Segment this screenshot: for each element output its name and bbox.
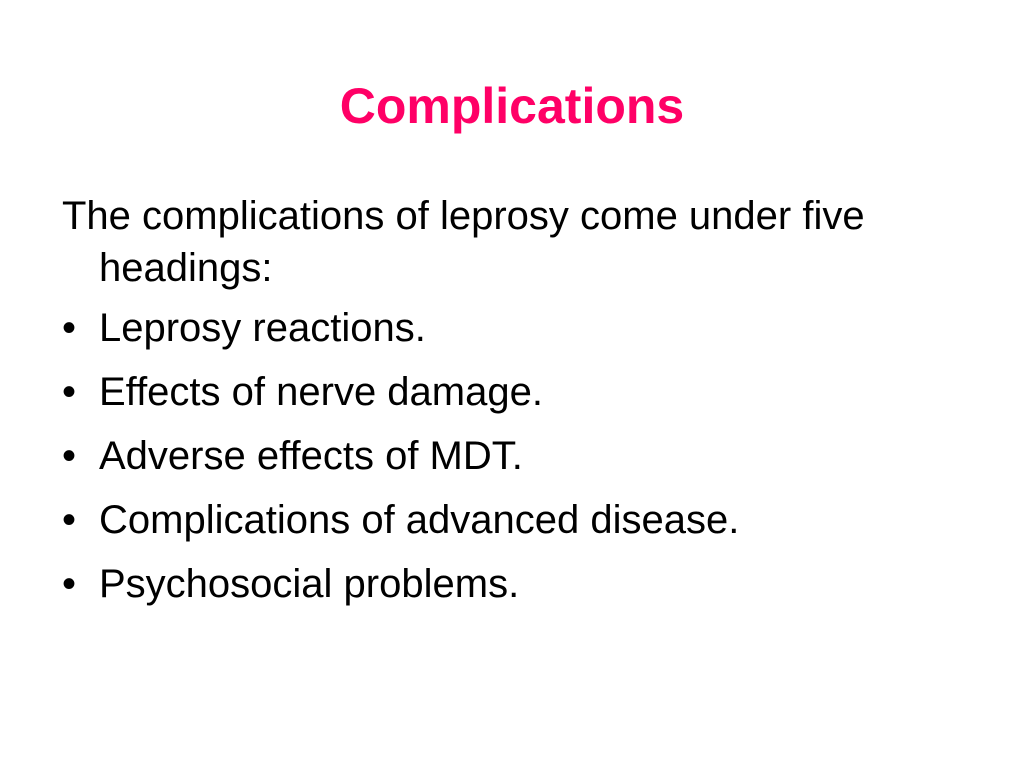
slide-title: Complications bbox=[339, 78, 685, 134]
bullet-text: Leprosy reactions. bbox=[99, 306, 426, 350]
bullet-item-leprosy-reactions bbox=[62, 302, 962, 354]
bullet-text: Complications of advanced disease. bbox=[99, 498, 740, 542]
bullet-item-advanced-disease bbox=[62, 494, 962, 546]
intro-text: The complications of leprosy come under five headings: bbox=[62, 194, 865, 290]
slide-body bbox=[62, 190, 962, 622]
bullet-icon: • bbox=[62, 370, 77, 414]
bullet-item-adverse-effects-mdt bbox=[62, 430, 962, 482]
bullet-item-nerve-damage bbox=[62, 366, 962, 418]
bullet-item-psychosocial-problems bbox=[62, 558, 962, 610]
bullet-list bbox=[62, 302, 962, 610]
bullet-text: Psychosocial problems. bbox=[99, 562, 520, 606]
bullet-icon: • bbox=[62, 562, 77, 606]
bullet-text: Adverse effects of MDT. bbox=[99, 434, 523, 478]
bullet-icon: • bbox=[62, 498, 77, 542]
bullet-icon: • bbox=[62, 434, 77, 478]
bullet-text: Effects of nerve damage. bbox=[99, 370, 543, 414]
bullet-icon: • bbox=[62, 306, 77, 350]
